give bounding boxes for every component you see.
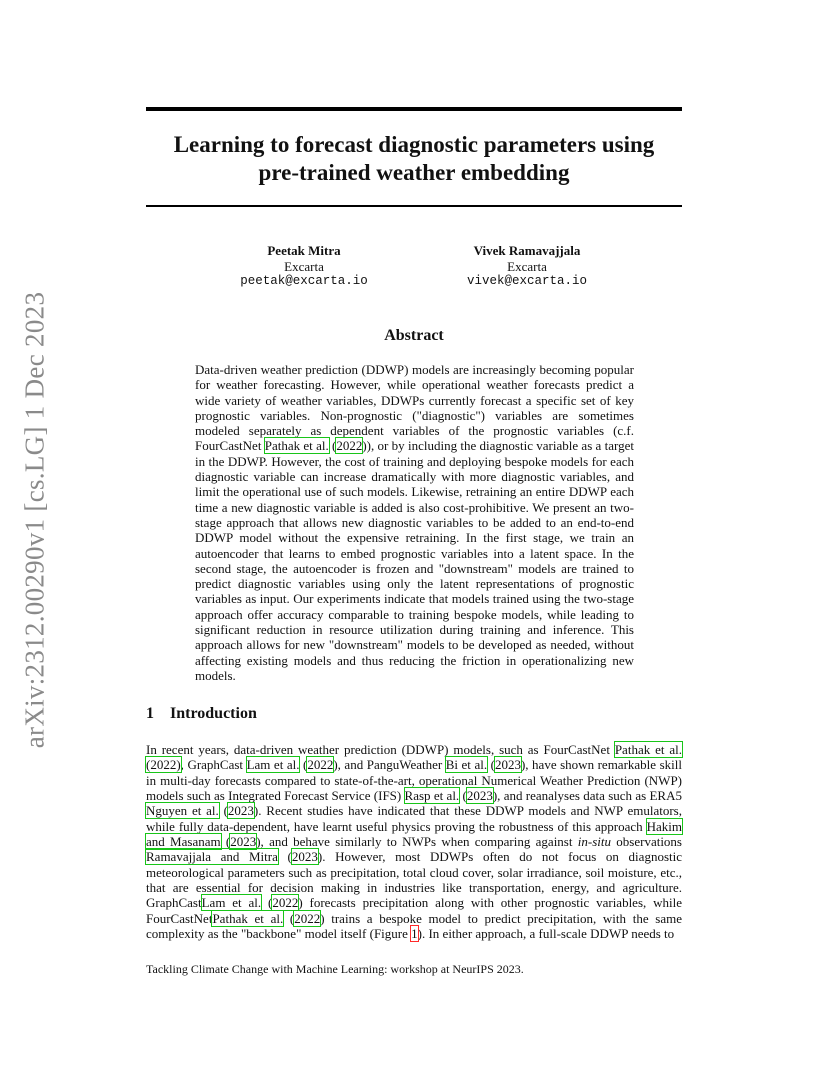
intro-text: ( [220, 834, 231, 850]
citation-link[interactable]: 2022 [307, 757, 334, 773]
intro-text: ( [487, 757, 495, 773]
citation-link[interactable]: (2022) [146, 757, 181, 773]
title-line-2: pre-trained weather embedding [258, 160, 570, 185]
intro-text: ( [218, 803, 228, 819]
intro-text: ( [283, 910, 295, 926]
citation-link[interactable]: Bi et al. [445, 757, 488, 773]
intro-text: ). However, most DDWPs often do not focus on diagnostic meteorological parameters such as precipitation, total cloud cover, solar irradiance, soil moisture, etc., that are essential for decision making in industries like transportation, energy, and agriculture. GraphCast [146, 849, 682, 911]
citation-link[interactable]: 2022 [336, 438, 363, 454]
abstract-body [195, 362, 634, 683]
citation-link[interactable]: Pathak et al. [212, 910, 284, 926]
arxiv-side-identifier [10, 290, 60, 750]
intro-text: ). In either approach, a full-scale DDWP needs to [417, 926, 675, 942]
citation-link[interactable]: 2023 [494, 757, 521, 773]
intro-text: ( [299, 757, 308, 773]
intro-emphasis: in-situ [577, 834, 611, 850]
citation-link[interactable]: Pathak et al. [264, 438, 329, 454]
citation-link[interactable]: 2023 [466, 788, 493, 804]
figure-reference-link[interactable]: 1 [411, 926, 418, 942]
abstract-heading: Abstract [384, 327, 444, 344]
author-1 [204, 243, 404, 290]
author-email[interactable]: peetak@excarta.io [240, 274, 368, 288]
arxiv-id-text: arXiv:2312.00290v1 [cs.LG] 1 Dec 2023 [19, 291, 50, 749]
abstract-text: Data-driven weather prediction (DDWP) models are increasingly becoming popular for weather forecasting. However, while operational weather forecasts predict a wide variety of weather variables, DDWPs currently forecast a specific set of key prognostic variables. Non-prognostic ("diagnostic") variables are sometimes modeled separately as dependent variables of the prognostic variables (c.f. FourCastNet [195, 362, 634, 454]
citation-link[interactable]: Lam et al. [201, 895, 262, 911]
intro-text: ), and PanguWeather [333, 757, 446, 773]
intro-paragraph [146, 742, 682, 941]
author-name: Peetak Mitra [267, 243, 341, 258]
citation-link[interactable]: 2023 [291, 849, 318, 865]
author-affiliation: Excarta [284, 258, 324, 274]
intro-text: ( [277, 849, 292, 865]
intro-text: observations [611, 834, 682, 850]
abstract-paragraph [195, 362, 634, 683]
abstract-text: )), or by including the diagnostic variable as a target in the DDWP. However, the cost of training and deploying bespoke models for each diagnostic variable can increase dramatically with more diagnostic variables, and limit the operational use of such models. Likewise, retraining an entire DDWP each time a new diagnostic variable is added is also cost-prohibitive. We present an two-stage approach that allows new diagnostic variables to be added to an end-to-end DDWP model without the expensive retraining. In the first stage, we train an autoencoder that learns to embed prognostic variables into a latent space. In the second stage, the autoencoder is frozen and "downstream" models are trained to predict diagnostic variables using only the latent representations of prognostic variables as input. Our experiments indicate that models trained using the two-stage approach offer accuracy comparable to training bespoke models, while leading to significant reduction in resource utilization during training and inference. This approach allows for new "downstream" models to be developed as needed, without affecting existing models and thus reducing the friction in operationalizing new models. [195, 438, 634, 683]
intro-text: ) forecasts precipitation along with other prognostic variables, while FourCastNet [146, 895, 682, 926]
workshop-footnote: Tackling Climate Change with Machine Learning: workshop at NeurIPS 2023. [146, 962, 524, 976]
intro-text: ), have shown remarkable skill in multi-day forecasts compared to state-of-the-art, operational Numerical Weather Prediction (NWP) models such as Integrated Forecast Service (IFS) [146, 757, 682, 804]
section-number: 1 [146, 705, 154, 722]
citation-link[interactable]: Hakim and Masanam [146, 818, 682, 850]
intro-text: ). Recent studies have indicated that these DDWP models and NWP emulators, while fully data-dependent, have learnt useful physics proving the robustness of this approach [146, 803, 682, 834]
intro-text: ( [459, 788, 467, 804]
intro-text: , GraphCast [180, 757, 247, 773]
citation-link[interactable]: Rasp et al. [404, 788, 460, 804]
citation-link[interactable]: 2023 [227, 803, 254, 819]
title-top-rule [146, 107, 682, 111]
intro-text: ) trains a bespoke model to predict precipitation, with the same complexity as the "backbone" model itself (Figure [146, 910, 682, 942]
citation-link[interactable]: 2023 [230, 834, 257, 850]
intro-text: ), and reanalyses data such as ERA5 [492, 788, 682, 804]
author-2 [427, 243, 627, 290]
paper-title [146, 131, 682, 187]
citation-link[interactable]: Ramavajjala and Mitra [146, 849, 278, 865]
section-heading [146, 705, 257, 723]
title-bottom-rule [146, 205, 682, 207]
intro-text: ( [261, 895, 273, 911]
section-title: Introduction [170, 705, 257, 722]
citation-link[interactable]: Pathak et al. [614, 742, 682, 757]
citation-link[interactable]: 2022 [272, 895, 299, 911]
citation-link[interactable]: Nguyen et al. [146, 803, 219, 819]
title-line-1: Learning to forecast diagnostic parameters using [173, 132, 655, 157]
intro-text: In recent years, data-driven weather prediction (DDWP) models, such as FourCastNet [146, 742, 615, 757]
abstract-text: ( [328, 438, 337, 454]
introduction-body [146, 742, 682, 941]
intro-text: ), and behave similarly to NWPs when comparing against [256, 834, 578, 850]
citation-link[interactable]: Lam et al. [246, 757, 300, 773]
author-email[interactable]: vivek@excarta.io [466, 274, 588, 288]
citation-link[interactable]: 2022 [294, 910, 321, 926]
author-affiliation: Excarta [507, 258, 547, 274]
author-name: Vivek Ramavajjala [473, 243, 581, 258]
